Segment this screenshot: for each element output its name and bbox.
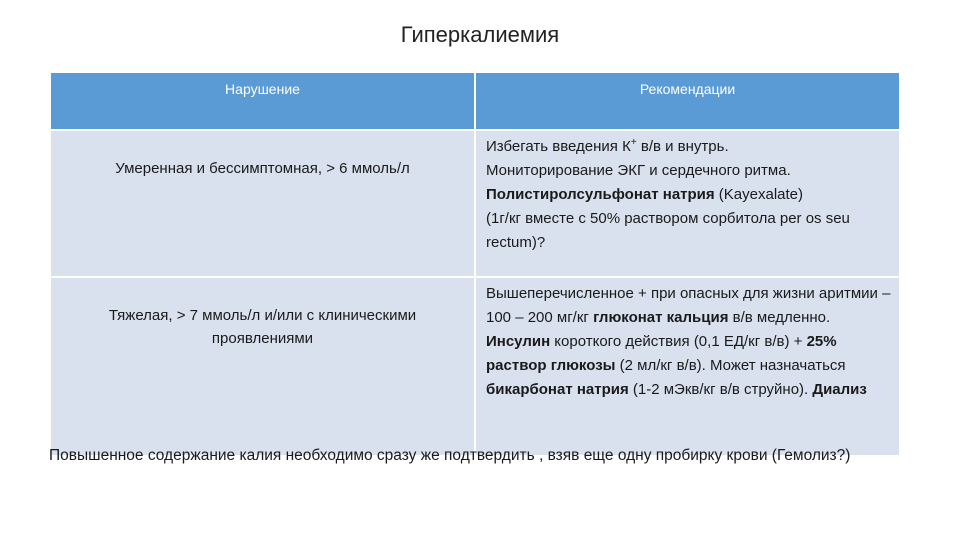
rec-text: в/в медленно.: [728, 309, 831, 326]
condition-moderate: Умеренная и бессимптомная, > 6 ммоль/л: [51, 130, 475, 277]
rec-drug-bold: глюконат кальция: [593, 309, 729, 326]
header-violation: Нарушение: [51, 73, 475, 130]
table-header-row: [51, 73, 899, 130]
condition-severe: [51, 277, 475, 455]
rec-text: Избегать введения К: [486, 138, 631, 155]
rec-drug-bold: Полистиролсульфонат натрия: [486, 186, 715, 203]
table-row: [51, 130, 899, 277]
rec-drug-bold: Диализ: [812, 381, 867, 398]
condition-text: проявлениями: [211, 330, 314, 347]
rec-drug-bold: бикарбонат натрия: [486, 381, 629, 398]
footnote: Повышенное содержание калия необходимо сразу же подтвердить , взяв еще одну пробирку крови (Гемолиз?): [49, 447, 851, 464]
rec-text: в/в и внутрь.: [636, 138, 729, 155]
rec-text: Вышеперечисленное + при опасных для жизни аритмии – 100 – 200 мг/кг: [486, 285, 891, 326]
table-row: [51, 277, 899, 455]
recommendations-table: [51, 73, 899, 455]
recommendation-moderate: [475, 130, 899, 277]
header-recommendations: Рекомендации: [475, 73, 899, 130]
rec-drug-bold: Инсулин: [486, 333, 551, 350]
condition-text: Тяжелая, > 7 ммоль/л и/или с клиническими: [108, 307, 417, 324]
rec-text: Мониторирование ЭКГ и сердечного ритма.: [486, 162, 791, 179]
rec-text: (Kayexalate): [714, 186, 804, 203]
rec-text: (2 мл/кг в/в). Может назначаться: [615, 357, 846, 374]
rec-superscript: +: [630, 137, 637, 148]
page-title: Гиперкалиемия: [400, 22, 560, 47]
rec-text: короткого действия (0,1 ЕД/кг в/в) +: [550, 333, 807, 350]
rec-drug-bold: 25% раствор глюкозы: [486, 333, 837, 374]
recommendation-severe: [475, 277, 899, 455]
rec-text: (1г/кг вместе с 50% раствором сорбитола per os seu rectum)?: [486, 210, 850, 251]
rec-text: (1-2 мЭкв/кг в/в струйно).: [628, 381, 813, 398]
